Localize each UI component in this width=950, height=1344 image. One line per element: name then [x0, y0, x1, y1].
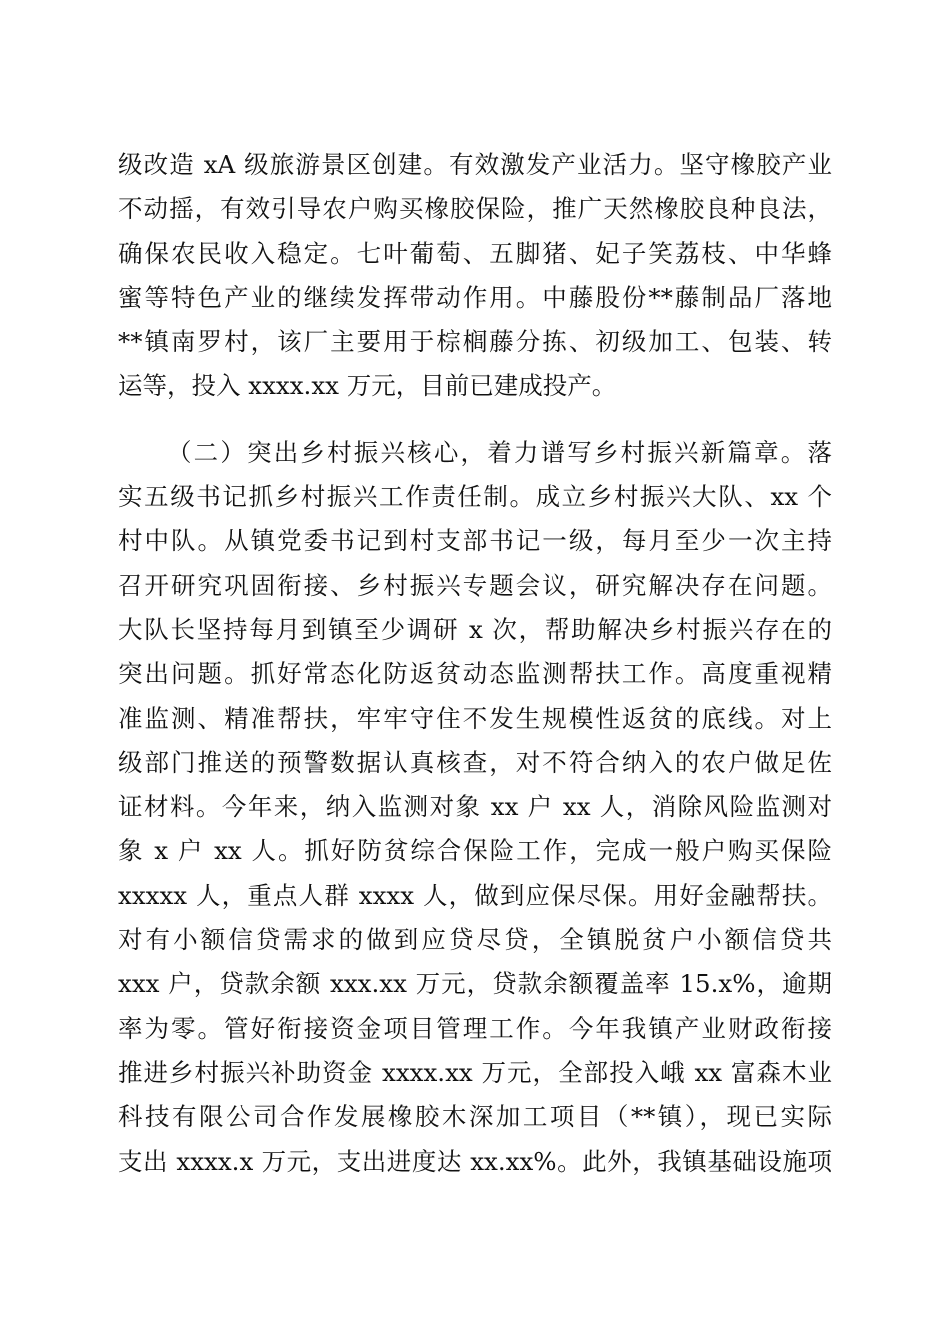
text-line: 实五级书记抓乡村振兴工作责任制。成立乡村振兴大队、xx 个 [118, 482, 832, 512]
text-line: 突出问题。抓好常态化防返贫动态监测帮扶工作。高度重视精 [118, 659, 832, 689]
text-line: xxxxx 人，重点人群 xxxx 人，做到应保尽保。用好金融帮扶。 [118, 880, 832, 910]
section-heading-line: （二）突出乡村振兴核心，着力谱写乡村振兴新篇章。落 [167, 437, 832, 467]
text-line: 不动摇，有效引导农户购买橡胶保险，推广天然橡胶良种良法， [118, 194, 832, 224]
text-line: 支出 xxxx.x 万元，支出进度达 xx.xx%。此外，我镇基础设施项 [118, 1146, 832, 1176]
text-line: 对有小额信贷需求的做到应贷尽贷，全镇脱贫户小额信贷共 [118, 925, 832, 955]
paragraph-2 [118, 431, 832, 1184]
text-line: 蜜等特色产业的继续发挥带动作用。中藤股份**藤制品厂落地 [118, 282, 832, 312]
text-line: 确保农民收入稳定。七叶葡萄、五脚猪、妃子笑荔枝、中华蜂 [118, 238, 832, 268]
text-line: 召开研究巩固衔接、乡村振兴专题会议，研究解决存在问题。 [118, 570, 832, 600]
text-line: 准监测、精准帮扶，牢牢守住不发生规模性返贫的底线。对上 [118, 703, 832, 733]
paragraph-spacing [118, 409, 832, 431]
text-line: 推进乡村振兴补助资金 xxxx.xx 万元，全部投入峨 xx 富森木业 [118, 1057, 832, 1087]
text-line: xxx 户，贷款余额 xxx.xx 万元，贷款余额覆盖率 15.x%，逾期 [118, 969, 832, 999]
text-line: 级改造 xA 级旅游景区创建。有效激发产业活力。坚守橡胶产业 [118, 150, 832, 179]
text-line: 证材料。今年来，纳入监测对象 xx 户 xx 人，消除风险监测对 [118, 792, 832, 822]
text-line: 科技有限公司合作发展橡胶木深加工项目（**镇），现已实际 [118, 1102, 832, 1132]
document-body [118, 143, 832, 1184]
paragraph-1 [118, 143, 832, 409]
text-line: 率为零。管好衔接资金项目管理工作。今年我镇产业财政衔接 [118, 1013, 832, 1043]
text-line: 运等，投入 xxxx.xx 万元，目前已建成投产。 [118, 371, 617, 401]
text-line: 村中队。从镇党委书记到村支部书记一级，每月至少一次主持 [118, 526, 832, 556]
text-line: **镇南罗村，该厂主要用于棕榈藤分拣、初级加工、包装、转 [118, 327, 832, 357]
text-line: 级部门推送的预警数据认真核查，对不符合纳入的农户做足佐 [118, 747, 832, 777]
text-line: 象 x 户 xx 人。抓好防贫综合保险工作，完成一般户购买保险 [118, 836, 832, 866]
text-line: 大队长坚持每月到镇至少调研 x 次，帮助解决乡村振兴存在的 [118, 614, 832, 644]
